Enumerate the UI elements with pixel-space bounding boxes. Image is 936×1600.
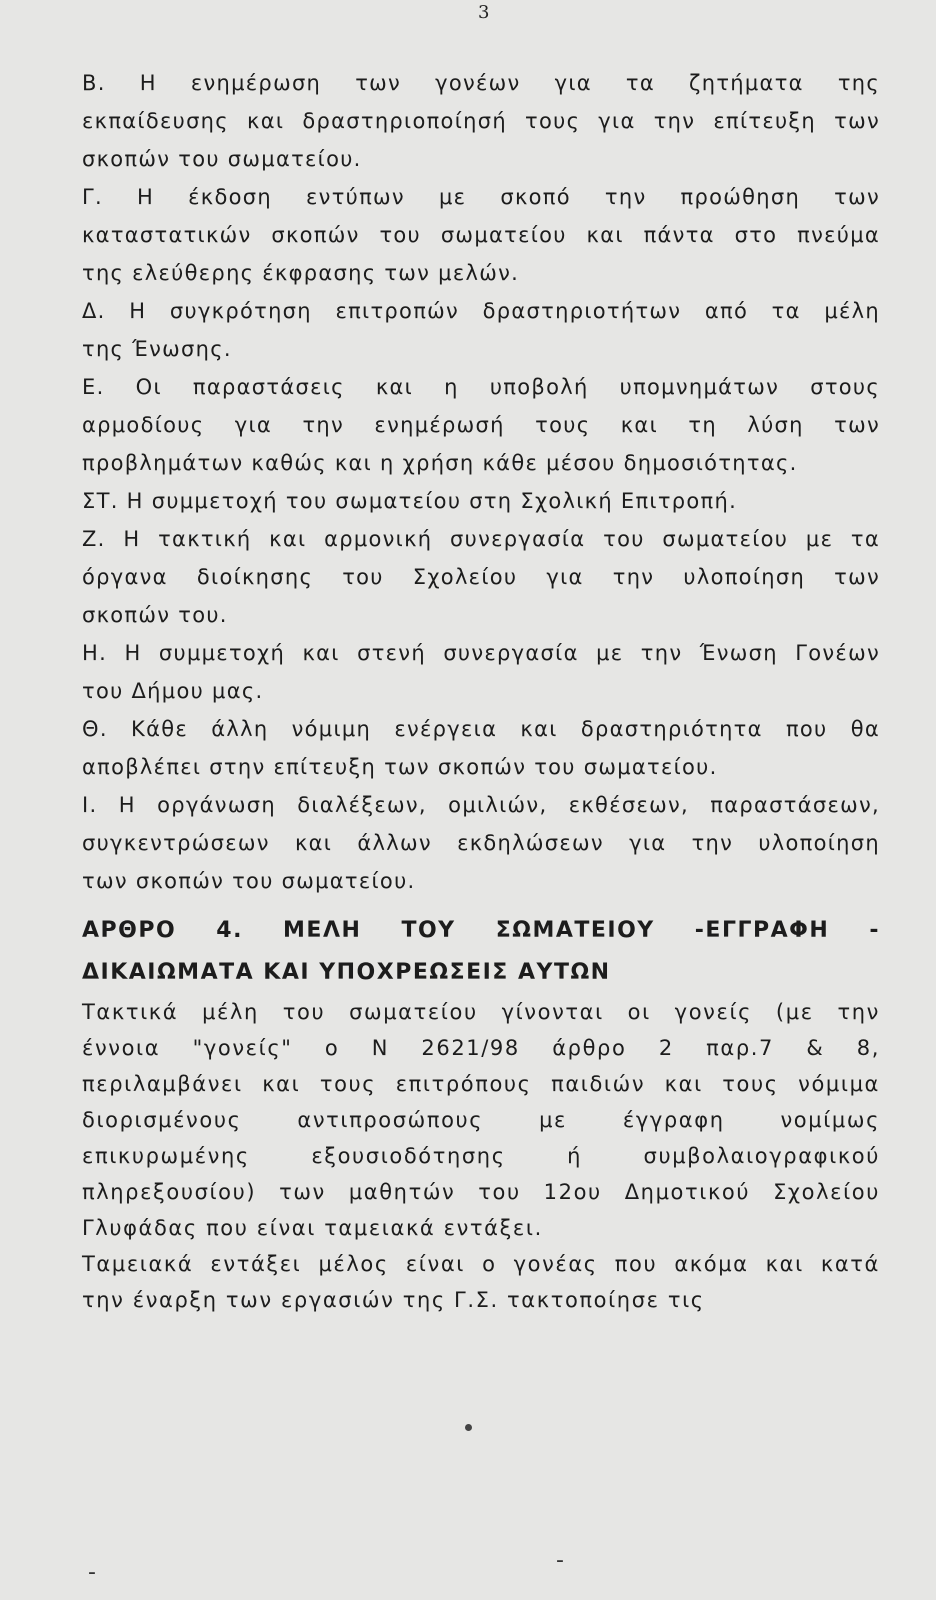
- text-line: της ελεύθερης έκφρασης των μελών.: [82, 261, 520, 285]
- text-line: καταστατικών σκοπών του σωματείου και πάντα στο πνεύμα: [82, 223, 880, 247]
- text-line: περιλαμβάνει και τους επιτρόπους παιδιών και τους νόμιμα: [82, 1072, 880, 1096]
- text-line: Τακτικά μέλη του σωματείου γίνονται οι γονείς (με την: [82, 1000, 880, 1024]
- text-line: επικυρωμένης εξουσιοδότησης ή συμβολαιογραφικού: [82, 1144, 880, 1168]
- paragraph: [82, 178, 880, 292]
- text-line: αποβλέπει στην επίτευξη των σκοπών του σωματείου.: [82, 755, 718, 779]
- text-line: Ζ. Η τακτική και αρμονική συνεργασία του σωματείου με τα: [82, 527, 880, 551]
- text-line: σκοπών του σωματείου.: [82, 147, 362, 171]
- text-line: των σκοπών του σωματείου.: [82, 869, 416, 893]
- paragraph: [82, 786, 880, 900]
- text-line: Θ. Κάθε άλλη νόμιμη ενέργεια και δραστηριότητα που θα: [82, 717, 880, 741]
- text-line: διορισμένους αντιπροσώπους με έγγραφη νομίμως: [82, 1108, 880, 1132]
- heading-line: ΔΙΚΑΙΩΜΑΤΑ ΚΑΙ ΥΠΟΧΡΕΩΣΕΙΣ ΑΥΤΩΝ: [82, 960, 611, 985]
- text-line: έννοια "γονείς" ο Ν 2621/98 άρθρο 2 παρ.7 & 8,: [82, 1036, 880, 1060]
- text-line: ΣΤ. Η συμμετοχή του σωματείου στη Σχολική Επιτροπή.: [82, 489, 738, 513]
- paragraph: [82, 482, 880, 520]
- scan-mark: -: [88, 1560, 96, 1585]
- text-line: όργανα διοίκησης του Σχολείου για την υλοποίηση των: [82, 565, 880, 589]
- paragraph: [82, 64, 880, 178]
- text-line: πληρεξουσίου) των μαθητών του 12ου Δημοτικού Σχολείου: [82, 1180, 880, 1204]
- text-line: Γ. Η έκδοση εντύπων με σκοπό την προώθηση των: [82, 185, 880, 209]
- text-line: σκοπών του.: [82, 603, 228, 627]
- text-line: Ι. Η οργάνωση διαλέξεων, ομιλιών, εκθέσεων, παραστάσεων,: [82, 793, 880, 817]
- document-body: [82, 64, 880, 1318]
- text-line: αρμοδίους για την ενημέρωσή τους και τη λύση των: [82, 413, 880, 437]
- paragraph: [82, 994, 880, 1246]
- page-number: 3: [478, 2, 490, 23]
- paragraph: [82, 368, 880, 482]
- text-line: την έναρξη των εργασιών της Γ.Σ. τακτοποίησε τις: [82, 1288, 705, 1312]
- paragraph: [82, 292, 880, 368]
- text-line: εκπαίδευσης και δραστηριοποίησή τους για την επίτευξη των: [82, 109, 880, 133]
- text-line: προβλημάτων καθώς και η χρήση κάθε μέσου δημοσιότητας.: [82, 451, 798, 475]
- spacer: [82, 900, 880, 910]
- text-line: Ε. Οι παραστάσεις και η υποβολή υπομνημάτων στους: [82, 375, 880, 399]
- paragraph: [82, 710, 880, 786]
- paragraph: [82, 520, 880, 634]
- paragraph: [82, 634, 880, 710]
- heading-line: ΑΡΘΡΟ 4. ΜΕΛΗ ΤΟΥ ΣΩΜΑΤΕΙΟΥ -ΕΓΓΡΑΦΗ -: [82, 918, 880, 943]
- scan-speck: [465, 1424, 472, 1431]
- text-line: του Δήμου μας.: [82, 679, 264, 703]
- text-line: Γλυφάδας που είναι ταμειακά εντάξει.: [82, 1216, 543, 1240]
- scan-mark: -: [556, 1548, 564, 1573]
- text-line: Δ. Η συγκρότηση επιτροπών δραστηριοτήτων από τα μέλη: [82, 299, 880, 323]
- text-line: Β. Η ενημέρωση των γονέων για τα ζητήματα της: [82, 71, 880, 95]
- text-line: Η. Η συμμετοχή και στενή συνεργασία με την Ένωση Γονέων: [82, 641, 880, 665]
- text-line: συγκεντρώσεων και άλλων εκδηλώσεων για την υλοποίηση: [82, 831, 880, 855]
- article-4-body: [82, 994, 880, 1318]
- paragraph: [82, 1246, 880, 1318]
- article-3-list: [82, 64, 880, 900]
- article-4-heading: [82, 910, 880, 994]
- text-line: Ταμειακά εντάξει μέλος είναι ο γονέας που ακόμα και κατά: [82, 1252, 880, 1276]
- text-line: της Ένωσης.: [82, 337, 232, 361]
